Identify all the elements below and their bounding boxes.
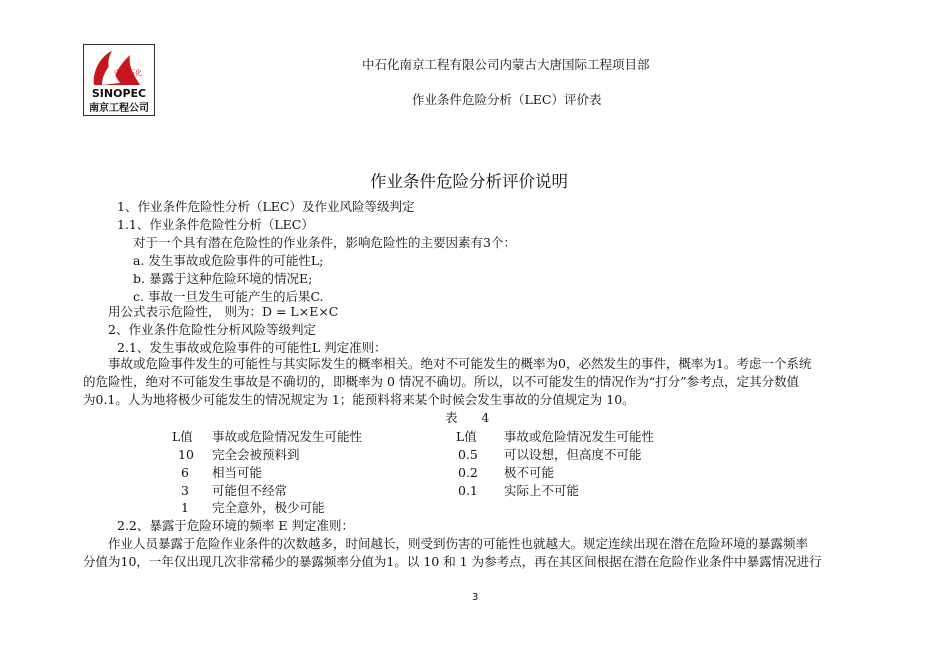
page-number: 3 bbox=[472, 592, 479, 603]
logo-caption: 南京工程公司 bbox=[89, 103, 149, 114]
list-item-b: b. 暴露于这种危险环境的情况E; bbox=[133, 271, 313, 286]
table-cell: 3 bbox=[181, 483, 189, 498]
section-heading-2-1: 2.1、发生事故或危险事件的可能性L 判定准则： bbox=[117, 340, 387, 355]
table-cell: 相当可能 bbox=[212, 465, 263, 480]
logo-brand-text: SINOPEC bbox=[91, 87, 147, 100]
table-cell: 极不可能 bbox=[504, 465, 555, 480]
table-cell: 可以设想，但高度不可能 bbox=[504, 447, 642, 462]
table-cell: 完全意外，极少可能 bbox=[212, 500, 325, 515]
table-cell: 实际上不可能 bbox=[504, 483, 580, 498]
table-cell: 6 bbox=[181, 465, 189, 480]
company-logo bbox=[83, 44, 155, 116]
paragraph-line: 作业人员暴露于危险作业条件的次数越多，时间越长，则受到伤害的可能性也就越大。规定连续出现在潜在危险环境的暴露频率 bbox=[108, 536, 809, 551]
table-cell: 完全会被预料到 bbox=[212, 447, 300, 462]
table-left-header-desc: 事故或危险情况发生可能性 bbox=[212, 429, 363, 444]
table-cell: 10 bbox=[178, 447, 194, 462]
section-heading-1-1: 1.1、作业条件危险性分析（LEC） bbox=[117, 217, 314, 232]
page-title: 作业条件危险分析评价说明 bbox=[370, 172, 568, 191]
table-cell: 0.1 bbox=[458, 483, 478, 498]
paragraph-line: 事故或危险事件发生的可能性与其实际发生的概率相关。绝对不可能发生的概率为0，必然发生的事件，概率为1。考虑一个系统 bbox=[108, 356, 812, 371]
header-company: 中石化南京工程有限公司内蒙古大唐国际工程项目部 bbox=[362, 57, 650, 72]
formula-line: 用公式表示危险性， 则为：D = L×E×C bbox=[108, 304, 339, 319]
paragraph-line: 的危险性，绝对不可能发生事故是不确切的，即概率为 0 情况不确切。所以，以不可能发生的情况作为“打分”参考点，定其分数值 bbox=[83, 374, 800, 389]
table-cell: 可能但不经常 bbox=[212, 483, 288, 498]
list-item-a: a. 发生事故或危险事件的可能性L; bbox=[133, 253, 324, 268]
table-cell: 0.5 bbox=[458, 447, 478, 462]
list-item-c: c. 事故一旦发生可能产生的后果C. bbox=[133, 289, 324, 304]
table-right-header-l: L值 bbox=[456, 429, 477, 444]
table-left-header-l: L值 bbox=[172, 429, 193, 444]
logo-chinese-mark: 中国石化 bbox=[114, 69, 142, 77]
table-caption: 表 4 bbox=[445, 410, 490, 425]
paragraph-line: 分值为10，一年仅出现几次非常稀少的暴露频率分值为1。以 10 和 1 为参考点，再在其区间根据在潜在危险作业条件中暴露情况进行 bbox=[83, 554, 822, 569]
sinopec-logo-icon bbox=[84, 45, 154, 101]
paragraph-line: 为0.1。人为地将极少可能发生的情况规定为 1；能预料将来某个时候会发生事故的分值规定为 10。 bbox=[83, 392, 635, 407]
paragraph-line: 对于一个具有潜在危险性的作业条件，影响危险性的主要因素有3个： bbox=[133, 235, 516, 250]
section-heading-1: 1、作业条件危险性分析（LEC）及作业风险等级判定 bbox=[117, 199, 415, 214]
table-right-header-desc: 事故或危险情况发生可能性 bbox=[504, 429, 655, 444]
table-cell: 1 bbox=[181, 500, 189, 515]
section-heading-2-2: 2.2、暴露于危险环境的频率 E 判定准则： bbox=[117, 518, 354, 533]
section-heading-2: 2、作业条件危险性分析风险等级判定 bbox=[108, 322, 316, 337]
header-form-title: 作业条件危险分析（LEC）评价表 bbox=[412, 92, 602, 107]
table-cell: 0.2 bbox=[458, 465, 478, 480]
